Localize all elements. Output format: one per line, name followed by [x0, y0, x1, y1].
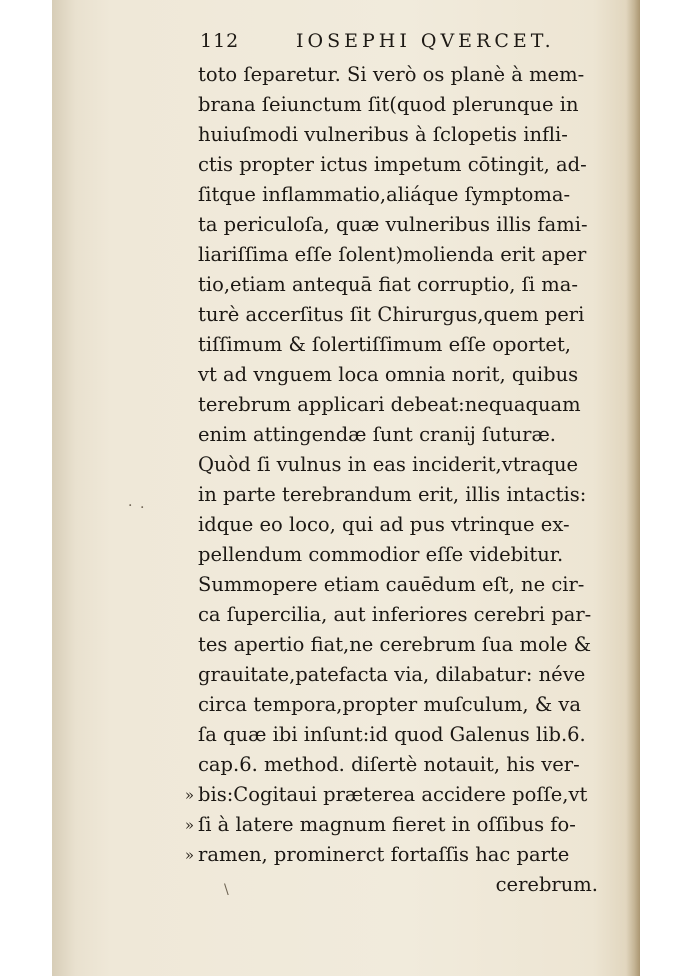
text-line — [198, 630, 598, 660]
line-text: ſa quæ ibi inſunt:id quod Galenus lib.6. — [198, 723, 586, 746]
body-text — [184, 60, 598, 900]
ink-speck: · — [128, 498, 133, 514]
text-line — [198, 90, 598, 120]
line-text: idque eo loco, qui ad pus vtrinque ex- — [198, 513, 570, 536]
line-text: ctis propter ictus impetum cōtingit, ad- — [198, 153, 587, 176]
text-line — [198, 180, 598, 210]
text-line — [198, 150, 598, 180]
ink-speck: · — [140, 500, 145, 516]
line-text: liariſſima eſſe ſolent)molienda erit aper — [198, 243, 587, 266]
text-line — [198, 690, 598, 720]
ink-speck: \ — [224, 882, 229, 898]
running-head — [200, 30, 560, 58]
line-text: brana ſeiunctum ſit(quod plerunque in — [198, 93, 579, 116]
text-line — [198, 660, 598, 690]
text-line — [198, 510, 598, 540]
text-line — [198, 600, 598, 630]
text-line — [184, 840, 598, 870]
text-line — [184, 810, 598, 840]
text-line — [198, 60, 598, 90]
line-text: toto ſeparetur. Si verò os planè à mem- — [198, 63, 585, 86]
line-text: in parte terebrandum erit, illis intactis: — [198, 483, 587, 506]
line-text: Quòd ſi vulnus in eas inciderit,vtraque — [198, 453, 579, 476]
text-line — [198, 360, 598, 390]
page-gutter-shadow — [626, 0, 640, 976]
text-line — [198, 870, 598, 900]
text-line — [198, 330, 598, 360]
line-text: Summopere etiam cauēdum eſt, ne cir- — [198, 573, 585, 596]
line-text: ca ſupercilia, aut inferiores cerebri par- — [198, 603, 592, 626]
line-text: bis:Cogitaui præterea accidere poſſe,vt — [198, 783, 588, 806]
text-line — [198, 390, 598, 420]
text-line — [184, 780, 598, 810]
line-text: vt ad vnguem loca omnia norit, quibus — [198, 363, 579, 386]
text-line — [198, 420, 598, 450]
line-text: ramen, prominerct fortaſſis hac parte — [198, 843, 570, 866]
line-text: tio,etiam antequā fiat corruptio, ſi ma- — [198, 273, 578, 296]
text-line — [198, 450, 598, 480]
text-line — [198, 720, 598, 750]
line-text: cap.6. method. diſertè notauit, his ver- — [198, 753, 580, 776]
text-line — [198, 240, 598, 270]
line-text: circa tempora,propter muſculum, & va — [198, 693, 582, 716]
running-title: IOSEPHI QVERCET. — [296, 30, 555, 52]
line-text: grauitate,patefacta via, dilabatur: néve — [198, 663, 586, 686]
line-text: pellendum commodior eſſe videbitur. — [198, 543, 564, 566]
text-line — [198, 120, 598, 150]
text-line — [198, 300, 598, 330]
line-text: huiuſmodi vulneribus à ſclopetis infli- — [198, 123, 568, 146]
quote-mark: » — [184, 816, 194, 834]
line-text: turè accerſitus ſit Chirurgus,quem peri — [198, 303, 585, 326]
page-number: 112 — [200, 30, 240, 52]
text-line — [198, 210, 598, 240]
line-text: terebrum applicari debeat:nequaquam — [198, 393, 581, 416]
line-text: tiſſimum & ſolertiſſimum eſſe oportet, — [198, 333, 571, 356]
line-text: ſitque inflammatio,aliáque ſymptoma- — [198, 183, 571, 206]
line-text: tes apertio fiat,ne cerebrum ſua mole & — [198, 633, 592, 656]
text-line — [198, 570, 598, 600]
line-text: ſi à latere magnum fieret in oſſibus fo- — [198, 813, 576, 836]
quote-mark: » — [184, 786, 194, 804]
text-line — [198, 270, 598, 300]
text-line — [198, 750, 598, 780]
text-line — [198, 480, 598, 510]
line-text: ta periculoſa, quæ vulneribus illis fami- — [198, 213, 588, 236]
line-text: cerebrum. — [495, 873, 598, 896]
text-line — [198, 540, 598, 570]
line-text: enim attingendæ ſunt cranij ſuturæ. — [198, 423, 557, 446]
quote-mark: » — [184, 846, 194, 864]
